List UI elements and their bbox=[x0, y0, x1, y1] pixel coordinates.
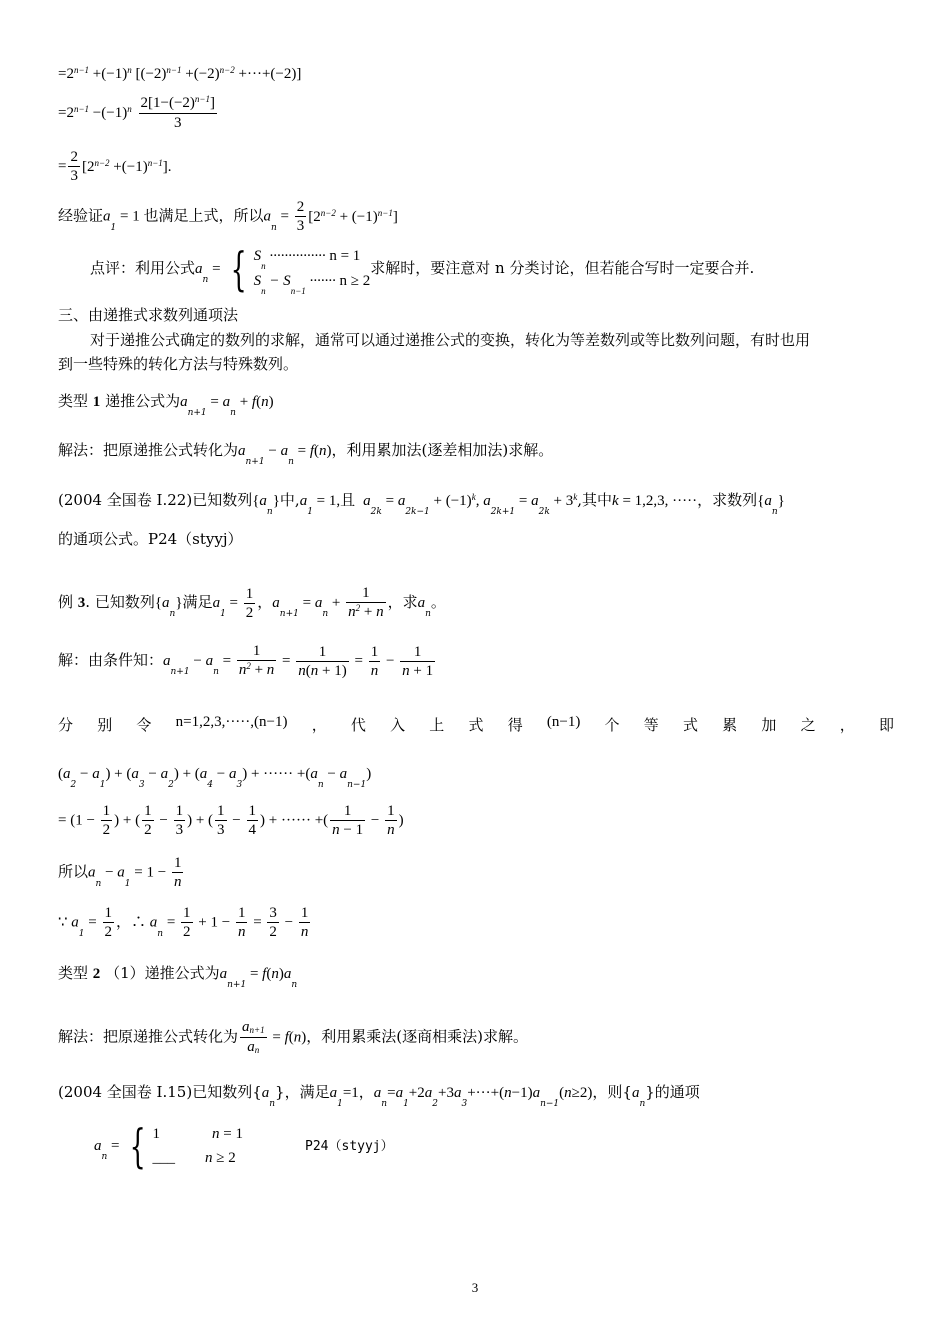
ex3-num: 3 bbox=[77, 595, 86, 611]
so-text: 所以 bbox=[58, 862, 89, 881]
comment-tail: 求解时，要注意对 n 分类讨论，但若能合写时一定要合并. bbox=[370, 259, 755, 277]
left-brace: { bbox=[230, 242, 247, 296]
spread-word: 别 bbox=[97, 716, 113, 734]
type2-line: 类型 2 （1）递推公式为$a_{n+1} = f(n)a_n$ bbox=[58, 964, 298, 990]
spread-word: 分 bbox=[58, 716, 74, 734]
section3-title: 三、由递推式求数列通项法 bbox=[58, 306, 239, 324]
also-satisfies-text: 也满足上式，所以 bbox=[143, 206, 264, 225]
ex3-given: 满足 bbox=[182, 593, 213, 611]
spread-word: 累 bbox=[722, 716, 738, 734]
p24-ref: P24（styyj） bbox=[305, 1139, 394, 1154]
telescoping-line: = (1 − $\frac{1}{2}$ ) + ( $\frac{1}{2}$ − $\frac{1}{3}$ ) + ( $\frac{1}{3}$ − $\frac{1}{4}$ ) + ······ +( $\frac{1}{n - 1}$ − $\frac{1}{n}$ ) bbox=[58, 803, 404, 838]
answer-cases: $a_n$ = { 1 n = 1 ___ n ≥ 2P24（styyj） bbox=[94, 1119, 394, 1173]
page-number: 3 bbox=[471, 1280, 479, 1295]
spread-word: 代 bbox=[350, 716, 366, 734]
spread-word: 式 bbox=[682, 716, 698, 734]
ex3-label: 例 bbox=[58, 593, 74, 611]
spread-formula: n=1,2,3,·····,(n−1) bbox=[175, 714, 288, 730]
comment-line: 点评：利用公式$a_n$ = { $S_n$ ··············· n = 1 $S_n - S_{n-1}$ ······· n ≥ 2求解时，要注意对 n 分类讨论，但若能合写时一定要合并. bbox=[90, 242, 755, 296]
spread-word: 式 bbox=[468, 716, 484, 734]
because-line: ∵ $a_1$ = $\frac{1}{2}$ ，∴ $a_n$ = $\frac{1}{2}$ + 1 − $\frac{1}{n}$ = $\frac{3}{2}$ − $\frac{1}{n}$ bbox=[58, 905, 309, 940]
spread-word: 个 bbox=[604, 716, 620, 734]
type2-num: 2 bbox=[92, 966, 101, 982]
spread-word: 入 bbox=[390, 716, 406, 734]
ex2004b-tail: }的通项 bbox=[645, 1083, 700, 1101]
verify-line: 经验证$a_1 = 1$ 也满足上式，所以$a_n$ = $\frac{2}{3}$ $[2^{n-2} + (-1)^{n-1}]$ bbox=[58, 199, 398, 234]
spread-word: ， bbox=[839, 716, 855, 734]
verify-text: 经验证 bbox=[58, 206, 104, 225]
spread-line bbox=[58, 714, 894, 735]
example-2004-a-tail: 的通项公式。P24（styyj） bbox=[58, 530, 243, 548]
solution1-line: 解法：把原递推公式转化为$a_{n+1} - a_n = f(n)$，利用累加法(逐差相加法)求解。 bbox=[58, 441, 554, 467]
sol-by-cond: 解：由条件知： bbox=[58, 651, 164, 669]
solution1-prefix: 解法：把原递推公式转化为 bbox=[58, 441, 239, 459]
example-2004-b: (2004 全国卷 I.15)已知数列$\{a_n\}$，满足$a_1=1$，$a_n=a_1+2a_2+3a_3+\cdot\cdot\cdot+(n-1)a_{n-1}(n\ge 2)$，则$\{a_n\}$的通项 bbox=[58, 1083, 700, 1109]
spread-word: 之 bbox=[800, 716, 816, 734]
ex2004a-ask: ，求数列 bbox=[697, 491, 758, 509]
example-2004-a: (2004 全国卷 I.22)已知数列$\{a_n\}$中$,a_1 = 1$,且 $a_{2k} = a_{2k-1} + (-1)^k$, $a_{2k+1} = a_{2k} + 3^k$,其中k = 1,2,3, ·····，求数列$\{a_n\}$ bbox=[58, 491, 785, 517]
ex2004a-and: 且 bbox=[340, 491, 356, 509]
sum-line: $(a_2 - a_1) + (a_3 - a_2) + (a_4 - a_3)$ + ······ $+(a_n - a_{n-1})$ bbox=[58, 766, 372, 790]
comment-label: 点评：利用公式 bbox=[90, 259, 196, 277]
ex2004b-prefix: (2004 全国卷 I.15)已知数列{ bbox=[58, 1083, 262, 1101]
ex3-text: . 已知数列 bbox=[85, 593, 155, 611]
cases-block: $S_n$ ··············· n = 1 $S_n - S_{n-1}$ ······· n ≥ 2 bbox=[253, 248, 371, 296]
type2-label: 类型 bbox=[58, 964, 89, 982]
solution1-method: ，利用累加法(逐差相加法)求解。 bbox=[331, 441, 554, 459]
type1-num: 1 bbox=[92, 394, 101, 410]
spread-word: ， bbox=[311, 716, 327, 734]
example3-line: 例 3. 已知数列$\{a_n\}$满足$a_1$ = $\frac{1}{2}$ ，$a_{n+1} = a_n$ + $\frac{1}{n^2 + n}$ ，求$a_n$。 bbox=[58, 585, 446, 621]
solution2-method: ，利用累乘法(逐商相乘法)求解。 bbox=[306, 1027, 528, 1046]
spread-word: 上 bbox=[429, 716, 445, 734]
type1-line: 类型 1 递推公式为$a_{n+1} = a_n + f(n)$ bbox=[58, 392, 274, 418]
ex2004a-mid: 中, bbox=[279, 491, 300, 509]
so-line: 所以$a_n - a_1 = 1$ − $\frac{1}{n}$ bbox=[58, 855, 182, 890]
spread-formula: (n−1) bbox=[546, 714, 581, 730]
intro-line-2: 到一些特殊的转化方法与特殊数列。 bbox=[58, 355, 299, 373]
answer-brace: { bbox=[129, 1119, 146, 1173]
type1-label: 类型 bbox=[58, 392, 89, 410]
type2-desc: （1）递推公式为 bbox=[105, 964, 220, 982]
ex3-end: 。 bbox=[430, 593, 446, 611]
ex2004b-then: ，则{ bbox=[592, 1083, 632, 1101]
ex3-solution-line: 解：由条件知：$a_{n+1} - a_n$ = $\frac{1}{n^2 + n}$ = $\frac{1}{n(n + 1)}$ = $\frac{1}{n}$ − $\frac{1}{n + 1}$ bbox=[58, 643, 434, 679]
spread-word: 等 bbox=[643, 716, 659, 734]
ex2004a-where: ,其中 bbox=[577, 491, 613, 509]
spread-word: 得 bbox=[507, 716, 523, 734]
ex3-ask: ，求 bbox=[387, 593, 418, 611]
answer-cases-block: 1 n = 1 ___ n ≥ 2 bbox=[152, 1126, 244, 1166]
ex2004a-prefix: (2004 全国卷 I.22)已知数列 bbox=[58, 491, 253, 509]
derivation-line-1: $=2^{n-1} +(-1)^n$ $[(-2)^{n-1} +(-2)^{n-2} +\cdot\cdot\cdot+(-2)]$ bbox=[58, 65, 302, 82]
spread-word: 令 bbox=[136, 716, 152, 734]
solution2-prefix: 解法：把原递推公式转化为 bbox=[58, 1027, 239, 1046]
spread-word: 加 bbox=[761, 716, 777, 734]
derivation-line-3: = $\frac{2}{3}$ $[2^{n-2} +(-1)^{n-1}]$. bbox=[58, 149, 172, 184]
type1-desc: 递推公式为 bbox=[105, 392, 181, 410]
intro-line-1: 对于递推公式确定的数列的求解，通常可以通过递推公式的变换，转化为等差数列或等比数列问题，有时也用 bbox=[90, 331, 811, 349]
spread-word: 即 bbox=[878, 716, 894, 734]
ex2004b-mid: }，满足 bbox=[275, 1083, 330, 1101]
solution2-line: 解法：把原递推公式转化为 $\frac{an+1}{an}$ = f(n)，利用累乘法(逐商相乘法)求解。 bbox=[58, 1019, 528, 1055]
derivation-line-2: $=2^{n-1} -(-1)^n$ $\frac{2[1-(-2)^{n-1}]}{3}$ bbox=[58, 94, 215, 131]
